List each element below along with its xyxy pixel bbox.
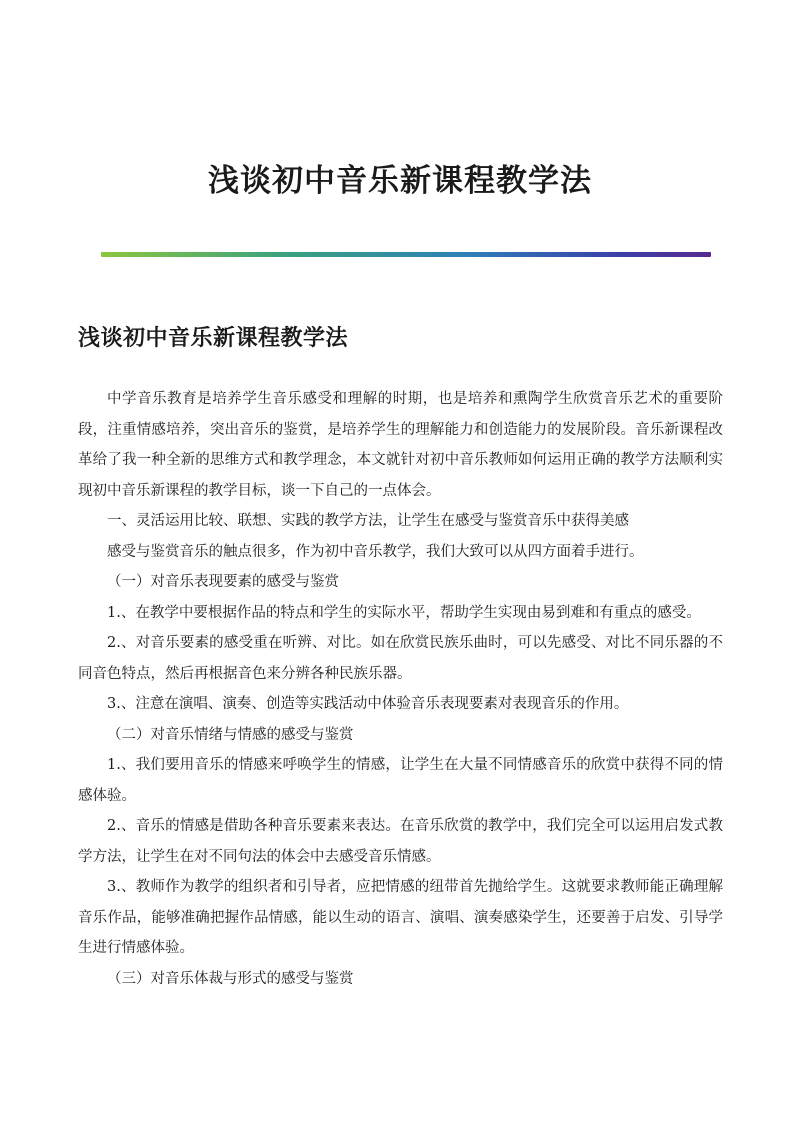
article-body (78, 384, 723, 994)
list-item: 2.、音乐的情感是借助各种音乐要素来表达。在音乐欣赏的教学中，我们完全可以运用启发式教学方法，让学生在对不同句法的体会中去感受音乐情感。 (78, 818, 723, 865)
subsection-heading-3: （三）对音乐体裁与形式的感受与鉴赏 (107, 970, 354, 987)
paragraph: 感受与鉴赏音乐的触点很多，作为初中音乐教学，我们大致可以从四方面着手进行。 (107, 543, 644, 560)
list-item: 3.、注意在演唱、演奏、创造等实践活动中体验音乐表现要素对表现音乐的作用。 (107, 696, 629, 712)
list-item: 1.、我们要用音乐的情感来呼唤学生的情感，让学生在大量不同情感音乐的欣赏中获得不同的情感体验。 (78, 757, 723, 804)
page-title: 浅谈初中音乐新课程教学法 (208, 163, 592, 199)
list-item: 1.、在教学中要根据作品的特点和学生的实际水平，帮助学生实现由易到难和有重点的感受。 (107, 604, 701, 621)
title-divider (101, 252, 711, 257)
list-item: 3.、教师作为教学的组织者和引导者，应把情感的纽带首先抛给学生。这就要求教师能正确理解音乐作品，能够准确把握作品情感，能以生动的语言、演唱、演奏感染学生，还要善于启发、引导学生进行情感体验。 (78, 879, 723, 956)
point-one-heading: 一、灵活运用比较、联想、实践的教学方法，让学生在感受与鉴赏音乐中获得美感 (107, 513, 629, 529)
section-heading: 浅谈初中音乐新课程教学法 (78, 326, 349, 351)
subsection-heading-1: （一）对音乐表现要素的感受与鉴赏 (107, 574, 339, 590)
list-item: 2.、对音乐要素的感受重在听辨、对比。如在欣赏民族乐曲时，可以先感受、对比不同乐器的不同音色特点，然后再根据音色来分辨各种民族乐器。 (78, 635, 723, 682)
intro-paragraph: 中学音乐教育是培养学生音乐感受和理解的时期，也是培养和熏陶学生欣赏音乐艺术的重要阶段，注重情感培养，突出音乐的鉴赏，是培养学生的理解能力和创造能力的发展阶段。音乐新课程改革给了我一种全新的思维方式和教学理念，本文就针对初中音乐教师如何运用正确的教学方法顺利实现初中音乐新课程的教学目标，谈一下自己的一点体会。 (78, 391, 723, 499)
subsection-heading-2: （二）对音乐情绪与情感的感受与鉴赏 (107, 726, 354, 743)
